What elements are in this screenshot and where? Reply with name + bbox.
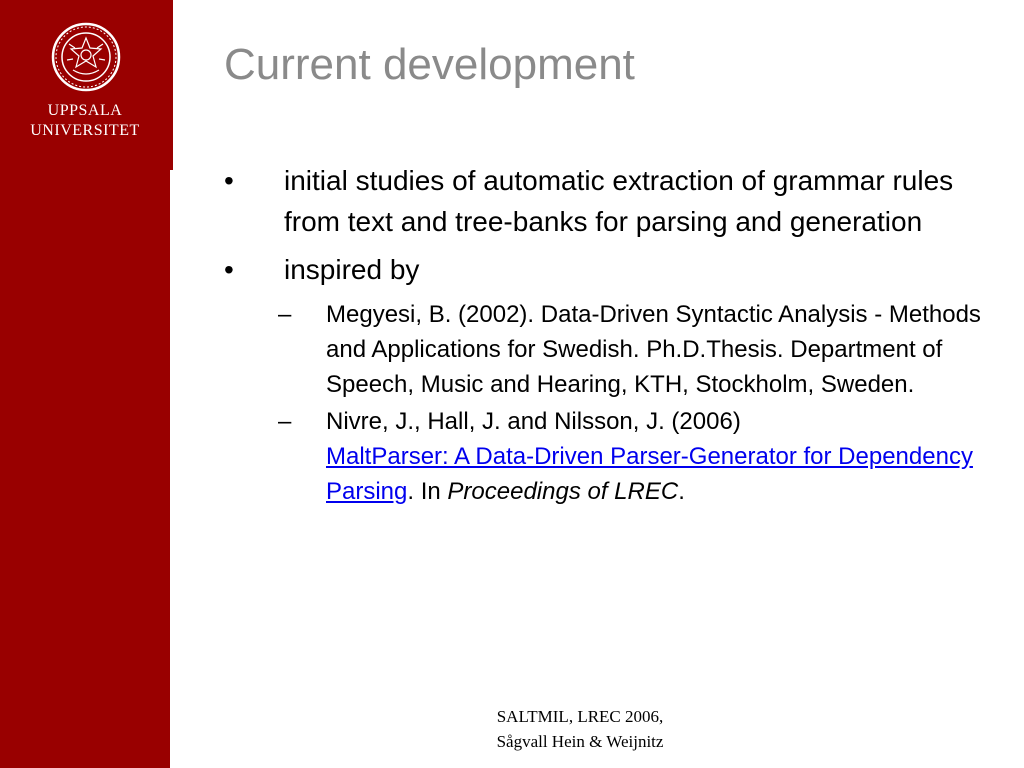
reference-prefix: Nivre, J., Hall, J. and Nilsson, J. (2006) (326, 408, 741, 435)
bullet-item (222, 249, 982, 290)
dash-marker: – (278, 301, 292, 328)
reference-item (278, 404, 982, 509)
slide-body (222, 160, 982, 511)
reference-item (278, 297, 982, 402)
footer-line-1: SALTMIL, LREC 2006, (496, 707, 664, 726)
footer-line-2: Sågvall Hein & Weijnitz (496, 732, 664, 751)
bullet-text: initial studies of automatic extraction of grammar rules from text and tree-banks for parsing and generation (284, 165, 954, 237)
university-seal-icon (51, 22, 121, 92)
bullet-item (222, 160, 982, 242)
sidebar-band-edge (170, 0, 173, 170)
university-name-line-1: UPPSALA (47, 102, 123, 119)
bullet-text: inspired by (284, 254, 420, 285)
reference-text: Megyesi, B. (2002). Data-Driven Syntactic Analysis - Methods and Applications for Swedish. Ph.D.Thesis. Department of Speech, Music and Hearing, KTH, Stockholm, Sweden. (326, 301, 981, 398)
dash-marker: – (278, 408, 292, 435)
bullet-marker: • (224, 165, 234, 196)
university-name-line-2: UNIVERSITET (30, 122, 140, 139)
reference-middle: . In (407, 478, 448, 505)
slide-footer (440, 704, 720, 754)
reference-venue: Proceedings of LREC (447, 478, 679, 505)
reference-suffix: . (678, 478, 685, 505)
maltparser-link[interactable]: MaltParser: A Data-Driven Parser-Generator for Dependency Parsing (326, 443, 973, 505)
slide-title: Current development (224, 40, 635, 89)
bullet-marker: • (224, 254, 234, 285)
